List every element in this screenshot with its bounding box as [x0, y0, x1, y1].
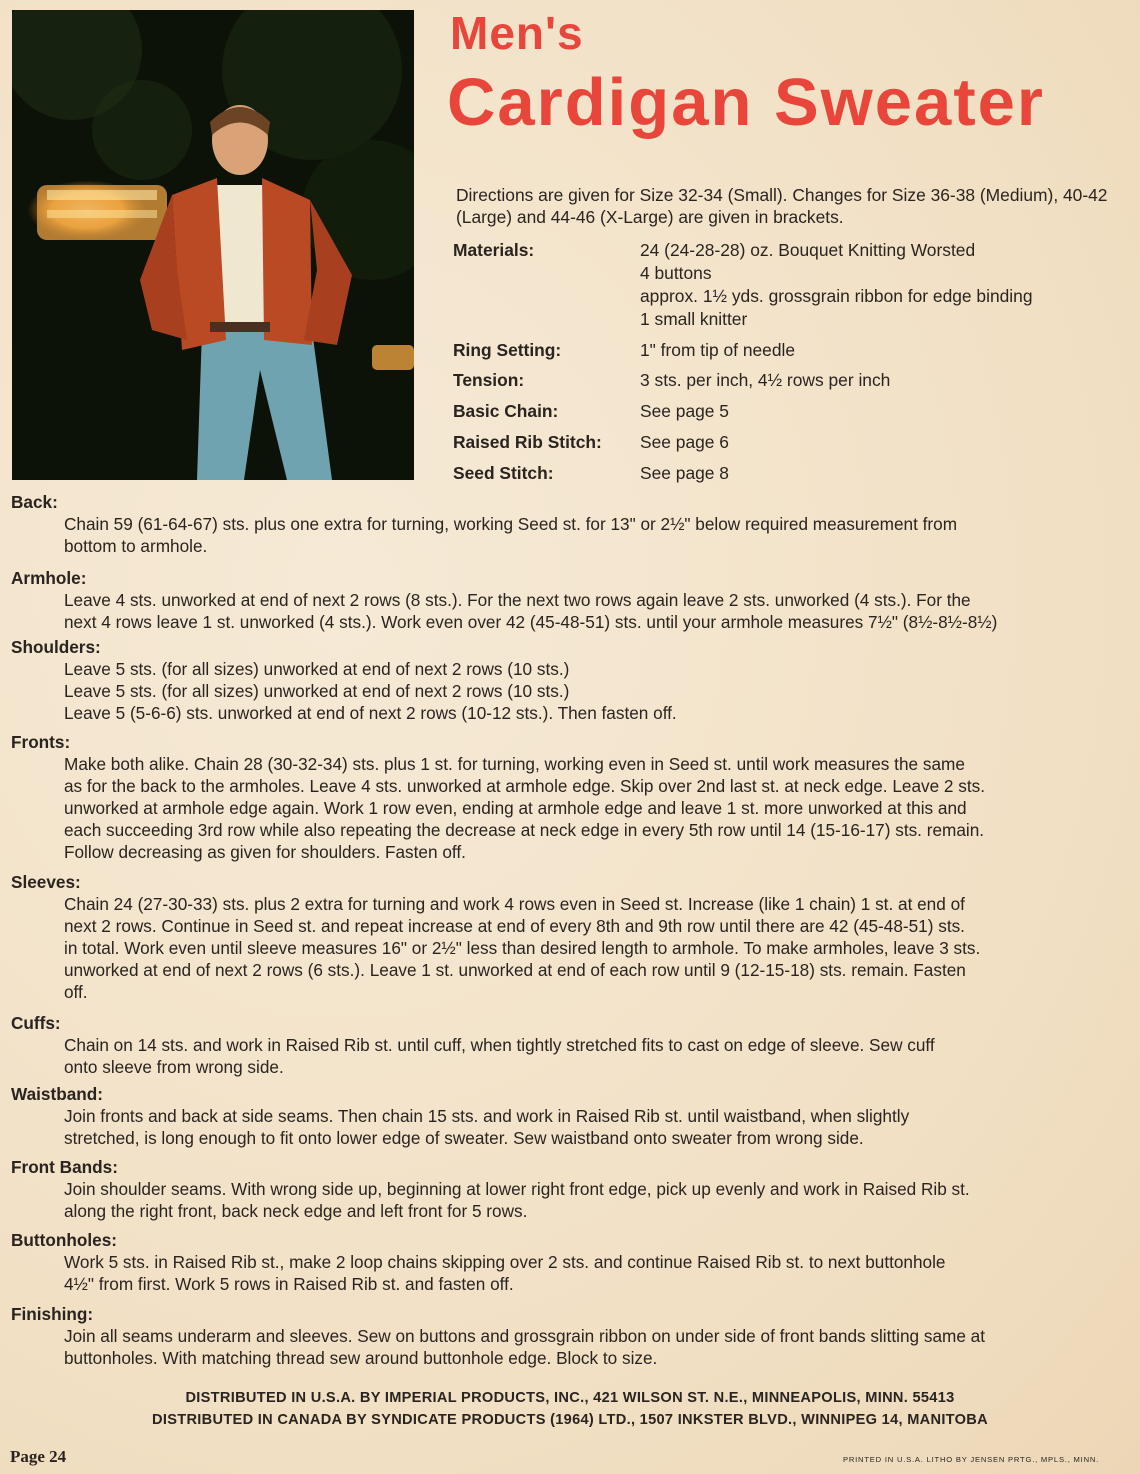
section-line: each succeeding 3rd row while also repeating the decrease at neck edge in every 5th row until 14 (15-16-17) sts. remain. [64, 820, 985, 840]
materials-line: 1 small knitter [640, 309, 748, 329]
section-heading: Armhole: [11, 568, 87, 588]
materials-line: 24 (24-28-28) oz. Bouquet Knitting Worsted [640, 240, 976, 260]
section-line: Work 5 sts. in Raised Rib st., make 2 loop chains skipping over 2 sts. and continue Raised Rib st. to next buttonhole [64, 1252, 946, 1272]
section-line: onto sleeve from wrong side. [64, 1057, 284, 1077]
section-line: 4½" from first. Work 5 rows in Raised Rib st. and fasten off. [64, 1274, 514, 1294]
section-line: Follow decreasing as given for shoulders. Fasten off. [64, 842, 466, 862]
distribution-canada: DISTRIBUTED IN CANADA BY SYNDICATE PRODUCTS (1964) LTD., 1507 INKSTER BLVD., WINNIPEG 14, MANITOBA [152, 1412, 988, 1428]
setting-label: Tension: [453, 370, 525, 390]
section-line: Make both alike. Chain 28 (30-32-34) sts. plus 1 st. for turning, working even in Seed st. until work measures the same [64, 754, 965, 774]
section-heading: Buttonholes: [11, 1230, 117, 1250]
setting-value: See page 8 [640, 463, 729, 483]
section-finishing [11, 1303, 1133, 1369]
section-heading: Front Bands: [11, 1157, 118, 1177]
section-waistband [11, 1083, 1133, 1149]
section-line: Leave 4 sts. unworked at end of next 2 rows (8 sts.). For the next two rows again leave 2 sts. unworked (4 sts.). For the [64, 590, 971, 610]
section-line: along the right front, back neck edge and left front for 5 rows. [64, 1201, 528, 1221]
section-line: next 4 rows leave 1 st. unworked (4 sts.). Work even over 42 (45-48-51) sts. until your armhole measures 7½" (8½-8½-8½) [64, 612, 998, 632]
intro-text: Directions are given for Size 32-34 (Small). Changes for Size 36-38 (Medium), 40-42 (Large) and 44-46 (X-Large) are given in brackets. [456, 185, 1108, 227]
setting-label: Basic Chain: [453, 401, 559, 421]
setting-value: See page 5 [640, 401, 729, 421]
section-line: Join all seams underarm and sleeves. Sew on buttons and grossgrain ribbon on under side of front bands slitting same at [64, 1326, 986, 1346]
cardigan-photo [12, 10, 414, 480]
setting-value: 1" from tip of needle [640, 340, 796, 360]
page-title: Cardigan Sweater [447, 65, 1045, 140]
setting-label: Raised Rib Stitch: [453, 432, 602, 452]
setting-label: Ring Setting: [453, 340, 562, 360]
section-line: bottom to armhole. [64, 536, 208, 556]
materials-line: approx. 1½ yds. grossgrain ribbon for edge binding [640, 286, 1033, 306]
setting-value: See page 6 [640, 432, 729, 452]
section-line: next 2 rows. Continue in Seed st. and repeat increase at end of every 8th and 9th row until there are 42 (45-48-51) sts. [64, 916, 965, 936]
section-heading: Fronts: [11, 732, 71, 752]
setting-label: Seed Stitch: [453, 463, 554, 483]
setting-value: 3 sts. per inch, 4½ rows per inch [640, 370, 891, 390]
section-line: Chain 24 (27-30-33) sts. plus 2 extra for turning and work 4 rows even in Seed st. Increase (like 1 chain) 1 st. at end of [64, 894, 965, 914]
section-cuffs [11, 1012, 1133, 1078]
section-front-bands [11, 1156, 1133, 1222]
section-line: unworked at end of next 2 rows (6 sts.). Leave 1 st. unworked at end of each row until 9 (12-15-18) sts. remain. Fasten [64, 960, 966, 980]
section-heading: Cuffs: [11, 1013, 61, 1033]
section-line: unworked at armhole edge again. Work 1 row even, ending at armhole edge and leave 1 st. more unworked at this and [64, 798, 967, 818]
section-line: Join fronts and back at side seams. Then chain 15 sts. and work in Raised Rib st. until waistband, when slightly [64, 1106, 910, 1126]
section-line: off. [64, 982, 88, 1002]
section-line: as for the back to the armholes. Leave 4 sts. unworked at armhole edge. Skip over 2nd last st. at neck edge. Leave 2 sts. [64, 776, 986, 796]
section-line: buttonholes. With matching thread sew around buttonhole edge. Block to size. [64, 1348, 658, 1368]
section-heading: Waistband: [11, 1084, 103, 1104]
materials-label: Materials: [453, 240, 535, 260]
section-line: Chain 59 (61-64-67) sts. plus one extra for turning, working Seed st. for 13" or 2½" below required measurement from [64, 514, 958, 534]
section-back [11, 491, 1133, 557]
distribution-usa: DISTRIBUTED IN U.S.A. BY IMPERIAL PRODUCTS, INC., 421 WILSON ST. N.E., MINNEAPOLIS, MINN. 55413 [185, 1390, 955, 1406]
section-line: in total. Work even until sleeve measures 16" or 2½" less than desired length to armhole. To make armholes, leave 3 sts. [64, 938, 981, 958]
section-line: Join shoulder seams. With wrong side up, beginning at lower right front edge, pick up evenly and work in Raised Rib st. [64, 1179, 970, 1199]
section-sleeves [11, 871, 1133, 1003]
page-number: Page 24 [10, 1447, 67, 1466]
section-shoulders [11, 636, 1133, 724]
section-heading: Sleeves: [11, 872, 81, 892]
section-line: Leave 5 sts. (for all sizes) unworked at end of next 2 rows (10 sts.) [64, 659, 570, 679]
printer-credit: PRINTED IN U.S.A. LITHO BY JENSEN PRTG., MPLS., MINN. [843, 1455, 1100, 1464]
section-fronts [11, 731, 1133, 863]
title-small: Men's [450, 7, 584, 59]
section-armhole [11, 567, 1133, 633]
section-heading: Back: [11, 492, 58, 512]
section-line: Leave 5 sts. (for all sizes) unworked at end of next 2 rows (10 sts.) [64, 681, 570, 701]
section-line: stretched, is long enough to fit onto lower edge of sweater. Sew waistband onto sweater from wrong side. [64, 1128, 864, 1148]
materials-line: 4 buttons [640, 263, 712, 283]
section-line: Leave 5 (5-6-6) sts. unworked at end of next 2 rows (10-12 sts.). Then fasten off. [64, 703, 677, 723]
section-heading: Shoulders: [11, 637, 101, 657]
section-line: Chain on 14 sts. and work in Raised Rib st. until cuff, when tightly stretched fits to cast on edge of sleeve. Sew cuff [64, 1035, 935, 1055]
section-heading: Finishing: [11, 1304, 94, 1324]
section-buttonholes [11, 1229, 1133, 1295]
